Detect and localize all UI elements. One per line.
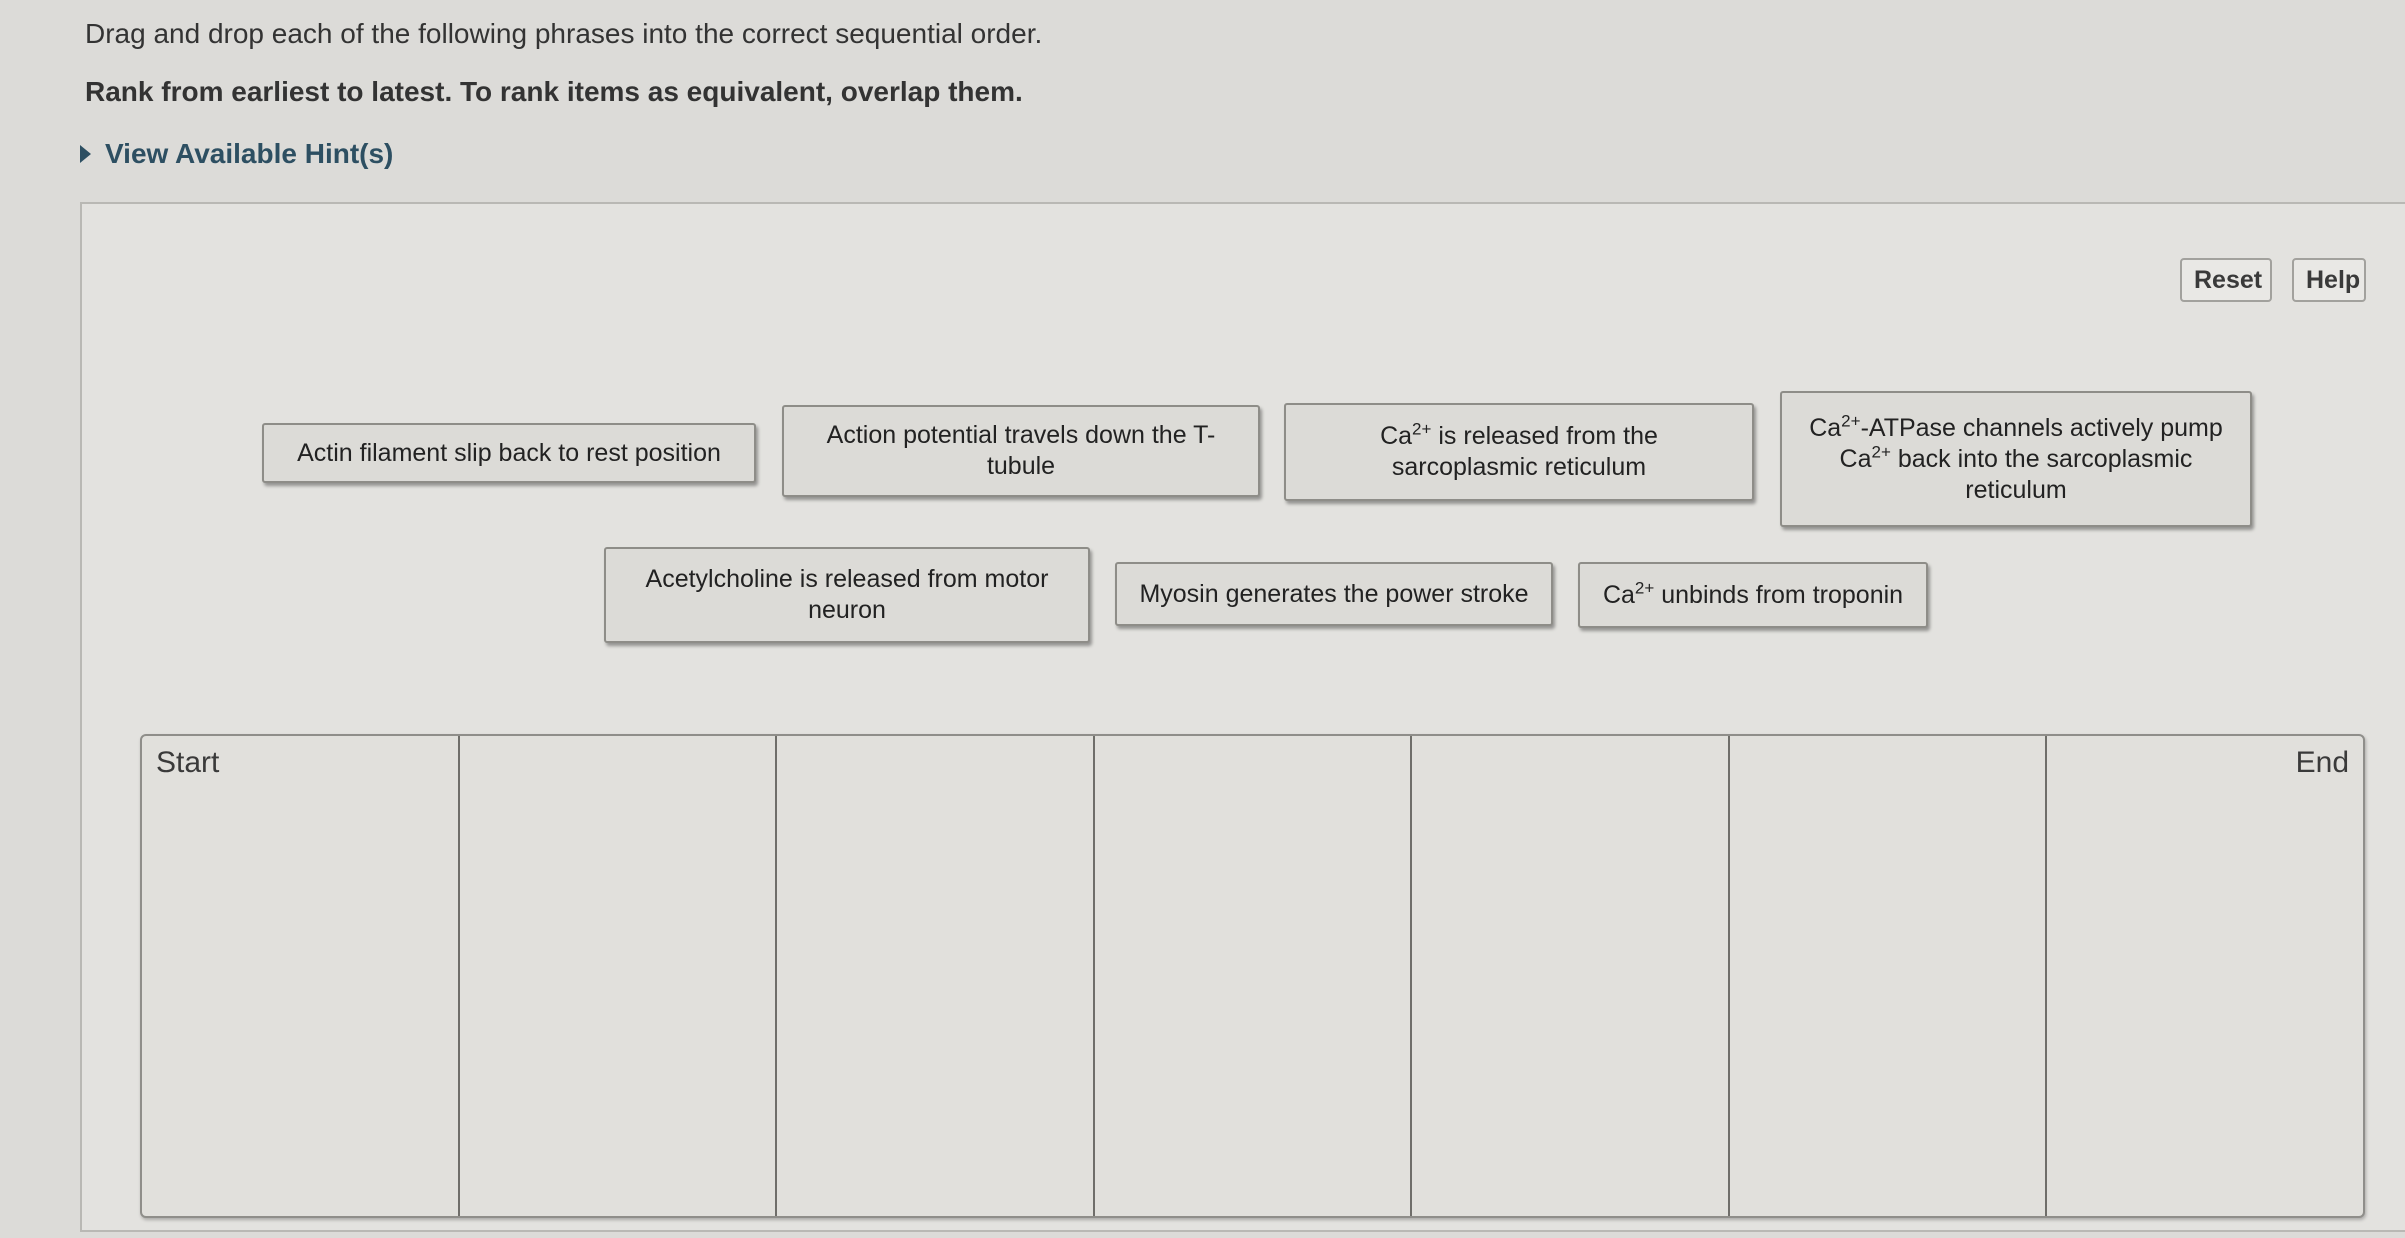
expand-triangle-icon [80, 145, 91, 163]
start-label: Start [156, 746, 220, 779]
tile-text-line1: Acetylcholine is released from motor [645, 565, 1049, 593]
tile-text-line3: reticulum [1965, 475, 2067, 504]
ca-ion-text: Ca [1809, 413, 1842, 442]
reset-button[interactable]: Reset [2180, 258, 2272, 302]
end-label: End [2295, 746, 2350, 779]
ca-charge-text: 2+ [1412, 419, 1432, 439]
tile-text-line2: sarcoplasmic reticulum [1391, 453, 1647, 481]
ranking-slot-7[interactable] [2045, 736, 2363, 1216]
ranking-slot-4[interactable] [1093, 736, 1411, 1216]
tile-ca-unbinds-troponin[interactable] [1578, 562, 1928, 628]
tile-text-line2: back into the sarcoplasmic [1890, 444, 2193, 473]
ranking-instruction: Rank from earliest to latest. To rank items as equivalent, overlap them. [85, 76, 1023, 107]
ca-charge-text: 2+ [1841, 411, 1861, 431]
ranking-slot-2[interactable] [458, 736, 776, 1216]
ca-charge-text: 2+ [1634, 578, 1655, 598]
tile-action-potential-t-tubule[interactable] [782, 405, 1260, 497]
ranking-slot-1[interactable] [142, 736, 458, 1216]
tile-myosin-power-stroke[interactable] [1115, 562, 1553, 626]
instruction-text: Drag and drop each of the following phrases into the correct sequential order. [85, 18, 1043, 49]
ca-ion-text: Ca [1839, 444, 1872, 473]
ranking-slot-6[interactable] [1728, 736, 2046, 1216]
ranking-slot-3[interactable] [775, 736, 1093, 1216]
tile-text: unbinds from troponin [1654, 580, 1904, 609]
view-hints-label: View Available Hint(s) [105, 138, 394, 169]
tile-text-line2: neuron [808, 596, 886, 624]
tile-ca-released-from-sr[interactable] [1284, 403, 1754, 501]
tile-text-line1: Action potential travels down the T- [826, 421, 1216, 449]
tile-text-line1: -ATPase channels actively pump [1860, 413, 2223, 442]
ca-ion-text: Ca [1602, 580, 1635, 609]
tile-text: Myosin generates the power stroke [1139, 579, 1529, 608]
tile-acetylcholine-released[interactable] [604, 547, 1090, 643]
tile-ca-atpase-pump[interactable] [1780, 391, 2252, 527]
ca-charge-text: 2+ [1871, 442, 1891, 462]
tile-text-line1: is released from the [1431, 422, 1658, 450]
ranking-slot-5[interactable] [1410, 736, 1728, 1216]
tile-text: Actin filament slip back to rest position [297, 438, 721, 467]
tile-text-line2: tubule [986, 452, 1056, 480]
view-hints-toggle[interactable] [80, 138, 393, 170]
tile-actin-slip-back[interactable] [262, 423, 756, 483]
ca-ion-text: Ca [1380, 422, 1413, 450]
ranking-area [140, 734, 2365, 1218]
help-button[interactable]: Help [2292, 258, 2366, 302]
